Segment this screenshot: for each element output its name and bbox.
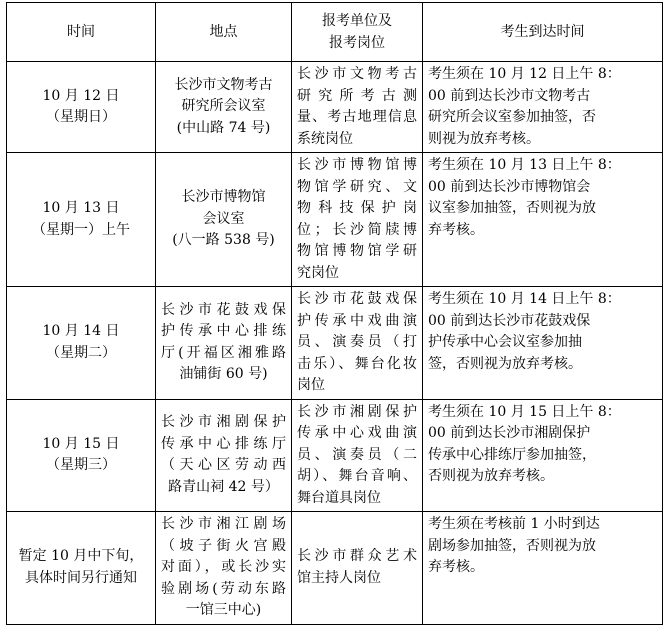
header-place: 地点 xyxy=(156,3,292,62)
cell-place: 长沙市博物馆 会议室 (八一路 538 号) xyxy=(156,153,292,287)
cell-time: 10 月 14 日 （星期二） xyxy=(7,287,156,400)
table-row xyxy=(7,153,663,287)
header-arrive-time: 考生到达时间 xyxy=(423,3,663,62)
cell-place: 长沙市花鼓戏保 护传承中心排练 厅(开福区湘雅路 油铺街 60 号) xyxy=(156,287,292,400)
table-row xyxy=(7,512,663,625)
table-row xyxy=(7,62,663,153)
header-row xyxy=(7,3,663,62)
cell-time: 10 月 15 日 （星期三） xyxy=(7,399,156,512)
table-row xyxy=(7,399,663,512)
cell-unit: 长沙市博物馆博 物馆学研究、文 物科技保护岗 位；长沙简牍博 物馆博物馆学研 究岗位 xyxy=(292,153,423,287)
cell-arrive-time: 考生须在考核前 1 小时到达 剧场参加抽签，否则视为放 弃考核。 xyxy=(423,512,663,625)
cell-place: 长沙市湘剧保护 传承中心排练厅 （天心区劳动西 路青山祠 42 号） xyxy=(156,399,292,512)
cell-time: 暂定 10 月中下旬， 具体时间另行通知 xyxy=(7,512,156,625)
cell-unit: 长沙市花鼓戏保 护传承中戏曲演 员、演奏员（打 击乐）、舞台化妆 岗位 xyxy=(292,287,423,400)
header-time: 时间 xyxy=(7,3,156,62)
table-row xyxy=(7,287,663,400)
header-unit: 报考单位及 报考岗位 xyxy=(292,3,423,62)
cell-time: 10 月 12 日 （星期日） xyxy=(7,62,156,153)
cell-unit: 长沙市群众艺术 馆主持人岗位 xyxy=(292,512,423,625)
cell-place: 长沙市湘江剧场 （坡子街火宫殿 对面），或长沙实 验剧场(劳动东路 一馆三中心) xyxy=(156,512,292,625)
cell-unit: 长沙市文物考古 研究所考古测 量、考古地理信息 系统岗位 xyxy=(292,62,423,153)
exam-schedule-table xyxy=(6,2,663,625)
cell-arrive-time: 考生须在 10 月 15 日上午 8： 00 前到达长沙市湘剧保护 传承中心排练厅参加抽签， 否则视为放弃考核。 xyxy=(423,399,663,512)
cell-arrive-time: 考生须在 10 月 13 日上午 8： 00 前到达长沙市博物馆会 议室参加抽签，否则视为放 弃考核。 xyxy=(423,153,663,287)
cell-arrive-time: 考生须在 10 月 14 日上午 8： 00 前到达长沙市花鼓戏保 护传承中心会议室参加抽 签，否则视为放弃考核。 xyxy=(423,287,663,400)
cell-place: 长沙市文物考古 研究所会议室 (中山路 74 号) xyxy=(156,62,292,153)
cell-arrive-time: 考生须在 10 月 12 日上午 8： 00 前到达长沙市文物考古 研究所会议室参加抽签，否 则视为放弃考核。 xyxy=(423,62,663,153)
cell-time: 10 月 13 日 （星期一）上午 xyxy=(7,153,156,287)
cell-unit: 长沙市湘剧保护 传承中心戏曲演 员、演奏员（二 胡）、舞台音响、 舞台道具岗位 xyxy=(292,399,423,512)
